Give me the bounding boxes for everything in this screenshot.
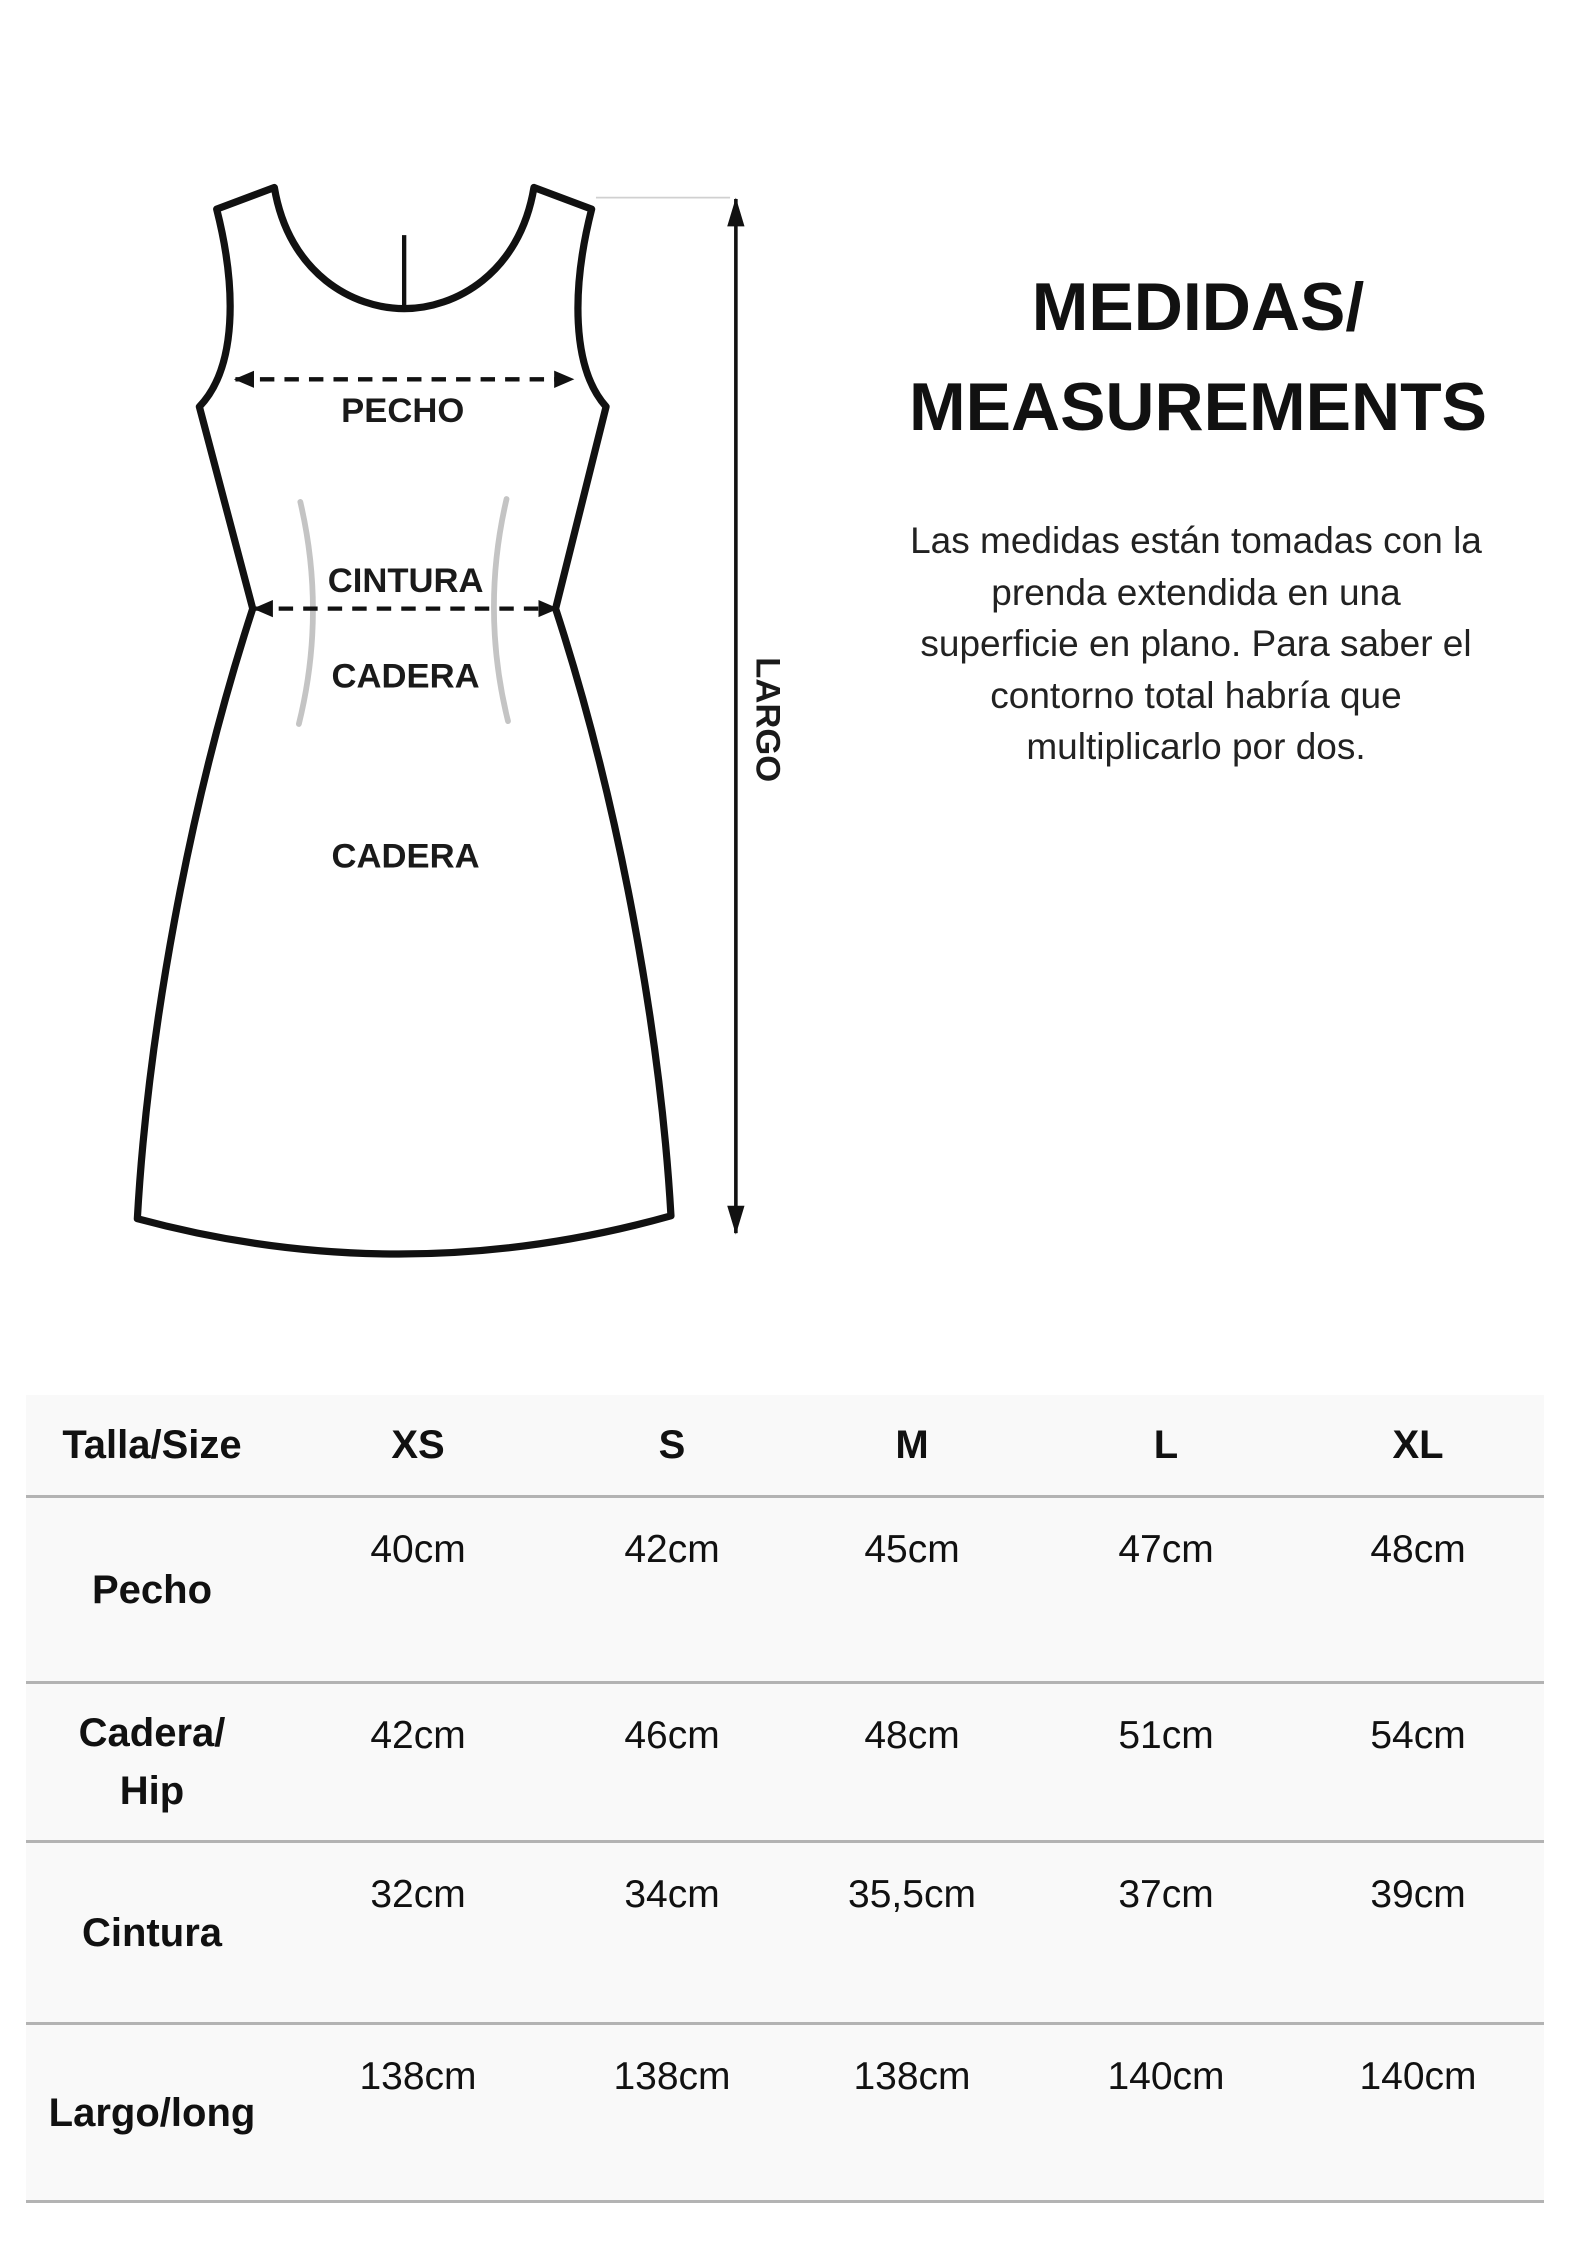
dress-outline — [137, 187, 671, 1254]
header-size-xs: XS — [391, 1422, 445, 1467]
value-cadera-m: 48cm — [864, 1714, 960, 1757]
row-label-largo — [32, 2025, 272, 2200]
description-line: contorno total habría que — [990, 674, 1402, 716]
cadera-upper-label: CADERA — [331, 657, 480, 696]
description-line: prenda extendida en una — [991, 571, 1401, 613]
row-label-cintura — [32, 1843, 272, 2022]
row-label-line: Pecho — [91, 1567, 213, 1612]
table-header-row — [26, 1395, 1544, 1498]
value-largo-m: 138cm — [853, 2055, 971, 2098]
row-label-line: Cadera/ — [78, 1711, 226, 1755]
row-label-pecho — [32, 1498, 272, 1681]
value-pecho-xs: 40cm — [370, 1528, 466, 1571]
description-line: Las medidas están tomadas con la — [910, 520, 1482, 561]
header-size-label: Talla/Size — [62, 1422, 242, 1467]
header-size-l: L — [1153, 1422, 1179, 1467]
page-title-line-1: MEDIDAS/ — [1031, 269, 1365, 345]
row-label-line: Hip — [119, 1769, 185, 1813]
size-table — [26, 1395, 1544, 2203]
value-largo-s: 138cm — [613, 2055, 731, 2098]
value-largo-xs: 138cm — [359, 2055, 477, 2098]
value-cadera-xl: 54cm — [1370, 1714, 1466, 1757]
row-label-cadera — [32, 1684, 272, 1840]
value-cadera-s: 46cm — [624, 1714, 720, 1757]
value-cintura-l: 37cm — [1118, 1873, 1214, 1916]
row-label-line: Cintura — [82, 1910, 222, 1955]
value-cintura-xl: 39cm — [1370, 1873, 1466, 1916]
value-pecho-l: 47cm — [1118, 1528, 1214, 1571]
value-pecho-m: 45cm — [864, 1528, 960, 1571]
value-cadera-xs: 42cm — [370, 1714, 466, 1757]
description-line: multiplicarlo por dos. — [1026, 726, 1366, 768]
value-pecho-s: 42cm — [624, 1528, 720, 1571]
cintura-label: CINTURA — [327, 562, 484, 601]
table-row-pecho — [26, 1498, 1544, 1684]
value-largo-xl: 140cm — [1359, 2055, 1477, 2098]
waist-guide-left — [299, 502, 313, 724]
value-cintura-xs: 32cm — [370, 1873, 466, 1916]
value-cintura-m: 35,5cm — [848, 1873, 976, 1916]
header-size-s: S — [658, 1422, 686, 1467]
table-row-cadera — [26, 1684, 1544, 1843]
value-pecho-xl: 48cm — [1370, 1528, 1466, 1571]
description-line: superficie en plano. Para saber el — [920, 623, 1472, 665]
header-size-m: M — [895, 1422, 929, 1467]
pecho-label: PECHO — [341, 392, 465, 431]
table-row-cintura — [26, 1843, 1544, 2025]
largo-label: LARGO — [748, 657, 787, 783]
table-row-largo — [26, 2025, 1544, 2203]
value-cadera-l: 51cm — [1118, 1714, 1214, 1757]
row-label-line: Largo/long — [48, 2090, 256, 2135]
dress-diagram — [0, 0, 866, 1298]
cadera-lower-label: CADERA — [331, 837, 480, 876]
value-largo-l: 140cm — [1107, 2055, 1225, 2098]
description-paragraph — [836, 515, 1556, 773]
page-title-line-2: MEASUREMENTS — [908, 369, 1488, 445]
header-size-xl: XL — [1392, 1422, 1444, 1467]
value-cintura-s: 34cm — [624, 1873, 720, 1916]
